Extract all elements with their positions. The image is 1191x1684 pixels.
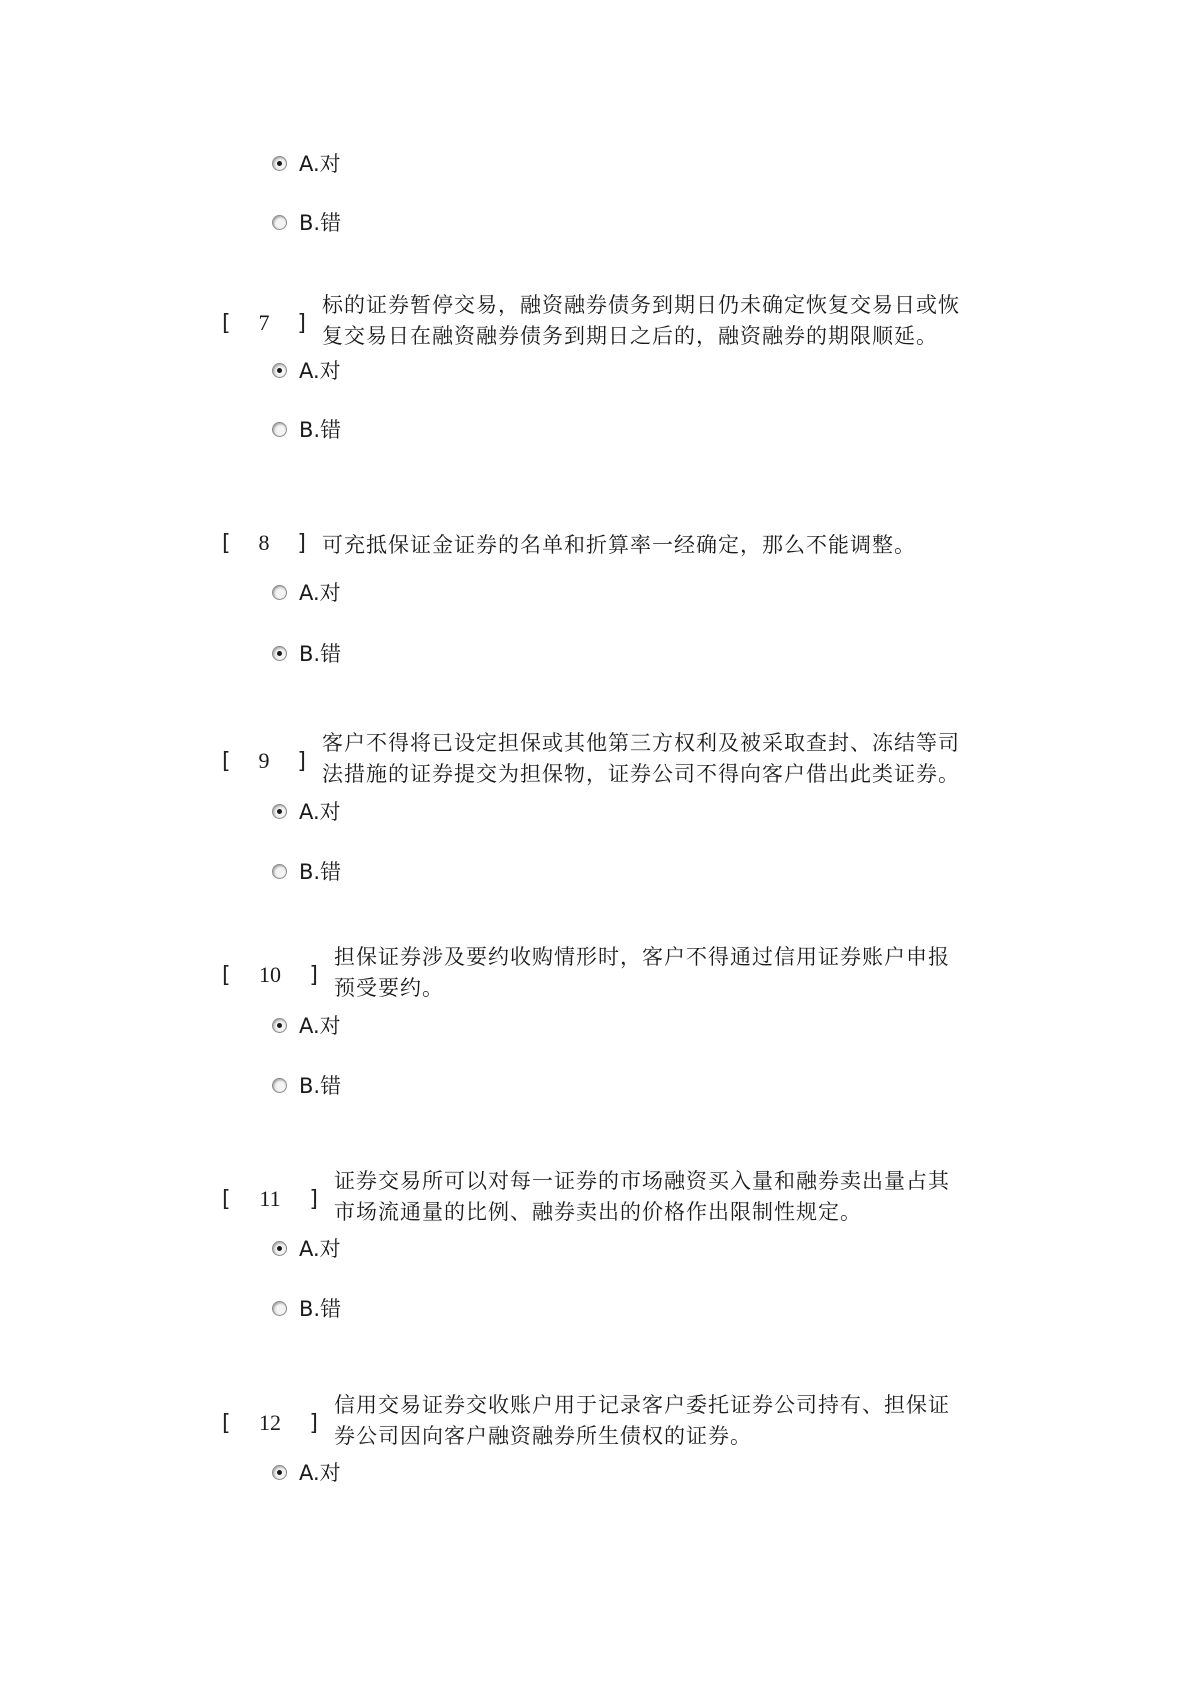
question-text: 证券交易所可以对每一证券的市场融资买入量和融券卖出量占其 市场流通量的比例、融券卖出的价格作出限制性规定。 [334,1169,950,1224]
question-text: 信用交易证券交收账户用于记录客户委托证券公司持有、担保证 券公司因向客户融资融券所生债权的证券。 [334,1393,950,1448]
radio-checked-icon[interactable] [272,646,287,661]
radio-unchecked-icon[interactable] [272,215,287,230]
option-label: A.对 [299,1461,341,1485]
radio-checked-icon[interactable] [272,156,287,171]
question-text: 标的证券暂停交易，融资融券债务到期日仍未确定恢复交易日或恢 复交易日在融资融券债务到期日之后的，融资融券的期限顺延。 [322,293,960,348]
radio-unchecked-icon[interactable] [272,585,287,600]
question-text: 可充抵保证金证券的名单和折算率一经确定，那么不能调整。 [322,533,916,557]
radio-checked-icon[interactable] [272,363,287,378]
q6-option-a[interactable] [272,148,341,178]
question-number: [ 9 ] [222,748,306,774]
q6-option-b[interactable] [272,207,341,237]
radio-unchecked-icon[interactable] [272,422,287,437]
option-label: B.错 [299,860,342,884]
option-label: B.错 [299,211,342,235]
question-number: [ 10 ] [222,962,318,988]
q8-option-b[interactable] [272,638,341,668]
q12-option-a[interactable] [272,1457,341,1487]
q7-option-b[interactable] [272,414,341,444]
option-label: B.错 [299,1074,342,1098]
option-label: B.错 [299,642,342,666]
option-label: A.对 [299,581,341,605]
radio-unchecked-icon[interactable] [272,1301,287,1316]
question-text: 客户不得将已设定担保或其他第三方权利及被采取查封、冻结等司 法措施的证券提交为担保物，证券公司不得向客户借出此类证券。 [322,731,960,786]
option-label: A.对 [299,800,341,824]
radio-unchecked-icon[interactable] [272,1078,287,1093]
option-label: A.对 [299,1237,341,1261]
radio-checked-icon[interactable] [272,1018,287,1033]
option-label: A.对 [299,1014,341,1038]
question-number: [ 12 ] [222,1410,318,1436]
question-number: [ 11 ] [222,1186,318,1212]
question-number: [ 7 ] [222,310,306,336]
q11-option-a[interactable] [272,1233,341,1263]
option-label: B.错 [299,1297,342,1321]
question-text: 担保证券涉及要约收购情形时，客户不得通过信用证券账户申报 预受要约。 [334,945,950,1000]
radio-checked-icon[interactable] [272,1465,287,1480]
q9-option-b[interactable] [272,856,341,886]
radio-unchecked-icon[interactable] [272,864,287,879]
radio-checked-icon[interactable] [272,804,287,819]
radio-checked-icon[interactable] [272,1241,287,1256]
question-number: [ 8 ] [222,530,306,556]
option-label: A.对 [299,359,341,383]
q9-option-a[interactable] [272,796,341,826]
option-label: B.错 [299,418,342,442]
option-label: A.对 [299,152,341,176]
q7-option-a[interactable] [272,355,341,385]
q8-option-a[interactable] [272,577,341,607]
q10-option-a[interactable] [272,1010,341,1040]
q10-option-b[interactable] [272,1070,341,1100]
q11-option-b[interactable] [272,1293,341,1323]
